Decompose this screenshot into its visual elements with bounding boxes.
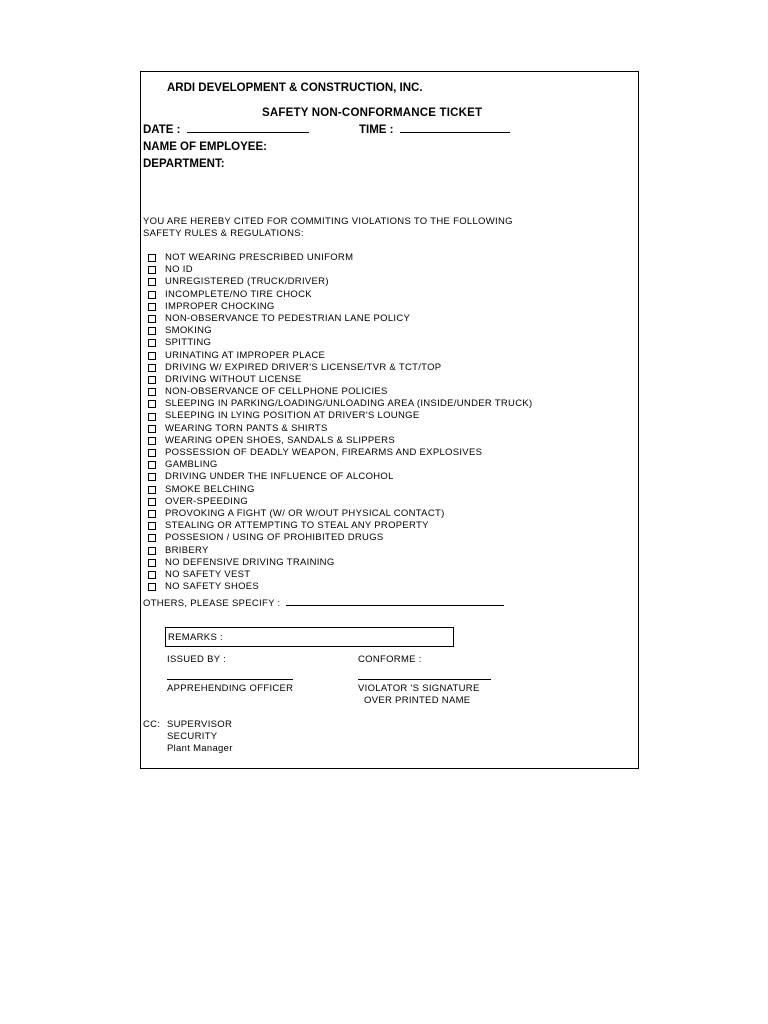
violation-checkbox[interactable] [148,254,156,262]
violation-label: NOT WEARING PRESCRIBED UNIFORM [165,252,354,263]
remarks-box[interactable] [165,627,454,647]
violation-checkbox[interactable] [148,352,156,360]
date-field [143,121,309,136]
violation-label: UNREGISTERED (TRUCK/DRIVER) [165,276,329,288]
violation-item [148,471,532,483]
violation-item [148,252,532,264]
time-label: TIME : [359,124,394,136]
violation-label: PROVOKING A FIGHT (W/ OR W/OUT PHYSICAL CONTACT) [165,507,445,519]
violation-label: URINATING AT IMPROPER PLACE [165,349,326,361]
violation-checkbox[interactable] [148,522,156,530]
cc-recipient-supervisor: SUPERVISOR [167,719,233,730]
safety-ticket-form [140,71,639,769]
violation-checkbox[interactable] [148,461,156,469]
violation-item [148,264,532,276]
violation-label: NO ID [165,264,193,276]
violation-label: DRIVING WITHOUT LICENSE [165,373,302,385]
violation-checkbox[interactable] [148,339,156,347]
date-label: DATE : [143,124,181,136]
violation-item [148,362,532,374]
others-input-line[interactable] [286,596,504,606]
violation-label: STEALING OR ATTEMPTING TO STEAL ANY PROPERTY [165,520,429,532]
violator-signature-line[interactable] [358,669,491,680]
violation-checkbox[interactable] [148,327,156,335]
violation-checkbox[interactable] [148,449,156,457]
violation-label: DRIVING W/ EXPIRED DRIVER'S LICENSE/TVR & TCT/TOP [165,361,442,373]
violation-item [148,423,532,435]
remarks-label: REMARKS : [168,632,223,643]
violation-label: SMOKING [165,325,212,337]
violation-item [148,325,532,337]
cc-label: CC: [143,719,161,730]
violation-label: IMPROPER CHOCKING [165,300,275,312]
others-field [143,596,504,609]
violation-label: WEARING TORN PANTS & SHIRTS [165,422,328,434]
violation-item [148,386,532,398]
violation-checkbox[interactable] [148,510,156,518]
violation-checkbox[interactable] [148,376,156,384]
time-input-line[interactable] [400,121,510,133]
violation-label: NO DEFENSIVE DRIVING TRAINING [165,556,335,568]
violation-item [148,459,532,471]
violation-item [148,276,532,288]
violation-item [148,508,532,520]
violation-checklist [148,252,532,593]
apprehending-officer-label: APPREHENDING OFFICER [167,683,294,694]
violation-label: SLEEPING IN LYING POSITION AT DRIVER'S LOUNGE [165,410,420,422]
violation-item [148,435,532,447]
others-label: OTHERS, PLEASE SPECIFY : [143,598,281,609]
printed-name-label: OVER PRINTED NAME [364,695,471,706]
violation-label: NON-OBSERVANCE TO PEDESTRIAN LANE POLICY [165,312,411,324]
violation-item [148,398,532,410]
violation-label: NO SAFETY VEST [165,568,251,580]
violation-checkbox[interactable] [148,364,156,372]
department-label: DEPARTMENT: [143,158,225,170]
violation-label: GAMBLING [165,459,218,471]
violation-item [148,301,532,313]
violation-item [148,447,532,459]
violation-checkbox[interactable] [148,315,156,323]
violation-label: SPITTING [165,337,212,349]
violation-label: BRIBERY [165,544,209,556]
violation-label: SMOKE BELCHING [165,483,255,495]
violation-item [148,374,532,386]
violation-item [148,337,532,349]
violation-item [148,520,532,532]
violation-checkbox[interactable] [148,583,156,591]
violation-checkbox[interactable] [148,400,156,408]
employee-name-label: NAME OF EMPLOYEE: [143,141,267,153]
violation-checkbox[interactable] [148,291,156,299]
violation-checkbox[interactable] [148,534,156,542]
violation-item [148,557,532,569]
ticket-title: SAFETY NON-CONFORMANCE TICKET [262,107,483,119]
violation-checkbox[interactable] [148,437,156,445]
cc-recipient-plant-manager: Plant Manager [167,743,233,754]
violation-checkbox[interactable] [148,498,156,506]
violation-checkbox[interactable] [148,388,156,396]
violation-checkbox[interactable] [148,278,156,286]
time-field [359,121,510,136]
violation-checkbox[interactable] [148,571,156,579]
violation-checkbox[interactable] [148,266,156,274]
violation-item [148,545,532,557]
violation-checkbox[interactable] [148,559,156,567]
violation-item [148,484,532,496]
date-input-line[interactable] [187,121,309,133]
violation-item [148,569,532,581]
violation-label: POSSESSION OF DEADLY WEAPON, FIREARMS AND EXPLOSIVES [165,447,483,458]
officer-signature-line[interactable] [167,669,293,680]
violation-label: NON-OBSERVANCE OF CELLPHONE POLICIES [165,386,388,398]
violation-item [148,289,532,301]
violation-label: WEARING OPEN SHOES, SANDALS & SLIPPERS [165,434,395,446]
issued-by-label: ISSUED BY : [167,654,227,665]
violation-checkbox[interactable] [148,303,156,311]
conforme-label: CONFORME : [358,654,422,665]
violation-checkbox[interactable] [148,473,156,481]
violation-label: SLEEPING IN PARKING/LOADING/UNLOADING AREA (INSIDE/UNDER TRUCK) [165,398,533,410]
violation-item [148,313,532,325]
violation-item [148,496,532,508]
cc-recipient-security: SECURITY [167,731,218,742]
violation-label: INCOMPLETE/NO TIRE CHOCK [165,288,312,300]
intro-line-1: YOU ARE HEREBY CITED FOR COMMITING VIOLATIONS TO THE FOLLOWING [143,216,513,227]
violation-item [148,581,532,593]
intro-line-2: SAFETY RULES & REGULATIONS: [143,228,304,239]
violation-checkbox[interactable] [148,486,156,494]
violator-signature-label: VIOLATOR 'S SIGNATURE [358,683,480,694]
violation-item [148,532,532,544]
violation-checkbox[interactable] [148,413,156,421]
violation-item [148,350,532,362]
violation-checkbox[interactable] [148,425,156,433]
violation-checkbox[interactable] [148,547,156,555]
violation-label: POSSESION / USING OF PROHIBITED DRUGS [165,532,384,544]
violation-item [148,410,532,422]
violation-label: OVER-SPEEDING [165,495,249,507]
violation-label: DRIVING UNDER THE INFLUENCE OF ALCOHOL [165,471,394,483]
violation-label: NO SAFETY SHOES [165,581,260,593]
company-name: ARDI DEVELOPMENT & CONSTRUCTION, INC. [167,82,423,94]
